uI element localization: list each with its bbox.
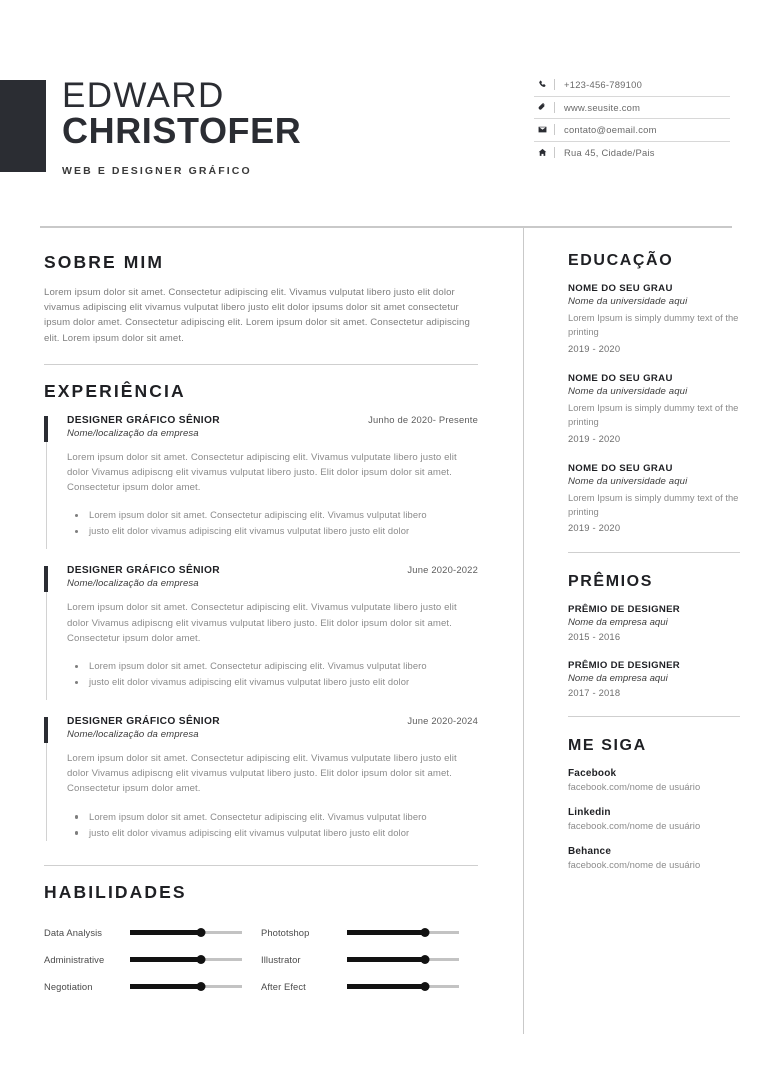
experience-role: DESIGNER GRÁFICO SÊNIOR [67,565,220,577]
experience-bullet: Lorem ipsum dolor sit amet. Consectetur adipiscing elit. Vivamus vulputat libero [67,809,478,825]
social-item-facebook[interactable] [568,768,740,792]
education-years: 2019 - 2020 [568,342,621,354]
contact-separator [554,124,555,135]
contact-address-value: Rua 45, Cidade/Pais [564,146,655,158]
experience-bullet: justo elit dolor vivamus adipiscing elit vivamus vulputat libero justo elit dolor [67,674,478,690]
skills-column-left [44,919,261,1000]
award-company: Nome da empresa aqui [568,617,668,629]
contact-separator [554,147,555,158]
skill-fill [347,984,425,989]
experience-company: Nome/localização da empresa [67,427,199,439]
skill-row [44,973,261,1000]
social-network-name: Facebook [568,768,617,780]
experience-bullet: justo elit dolor vivamus adipiscing elit vivamus vulputat libero justo elit dolor [67,523,478,539]
experience-timeline [46,442,47,550]
experience-marker [44,416,48,442]
skill-label: Administrative [44,953,105,965]
contact-separator [554,102,555,113]
social-network-name: Behance [568,846,612,858]
contact-list [534,74,730,163]
skill-label: Negotiation [44,980,93,992]
experience-bullet: Lorem ipsum dolor sit amet. Consectetur adipiscing elit. Vivamus vulputat libero [67,658,478,674]
experience-timeline [46,592,47,700]
social-handle: facebook.com/nome de usuário [568,820,701,832]
section-divider [44,865,478,866]
skill-knob[interactable] [421,982,430,991]
experience-date: June 2020-2024 [407,715,478,727]
skill-fill [130,984,201,989]
award-name: PRÊMIO DE DESIGNER [568,604,681,616]
contact-email-value: contato@oemail.com [564,124,657,136]
education-item [568,463,740,534]
award-item [568,660,740,698]
experience-bullet: Lorem ipsum dolor sit amet. Consectetur adipiscing elit. Vivamus vulputat libero [67,507,478,523]
experience-description: Lorem ipsum dolor sit amet. Consectetur adipiscing elit. Vivamus vulputate libero justo elit dolor Vivamus adipiscng elit vivamus vulputat libero justo. Elit dolor ipsum dolor sit amet. Consectetur ipsum dolor amet. [67,602,457,644]
experience-title: EXPERIÊNCIA [44,380,186,401]
skill-knob[interactable] [196,955,205,964]
last-name: CHRISTOFER [62,110,302,152]
experience-bullet: justo elit dolor vivamus adipiscing elit vivamus vulputat libero justo elit dolor [67,825,478,841]
experience-timeline [46,743,47,841]
education-title: EDUCAÇÃO [568,252,674,269]
social-network-name: Linkedin [568,807,611,819]
experience-description: Lorem ipsum dolor sit amet. Consectetur adipiscing elit. Vivamus vulputate libero justo elit dolor Vivamus adipiscng elit vivamus vulputat libero justo. Elit dolor ipsum dolor sit amet. Consectetur ipsum dolor amet. [67,753,457,795]
link-icon [534,103,550,112]
header-rule [40,226,732,228]
social-handle: facebook.com/nome de usuário [568,859,701,871]
first-name: EDWARD [62,76,225,115]
skills-column-right [261,919,478,1000]
experience-date: Junho de 2020- Presente [368,413,478,425]
experience-item [44,564,478,696]
section-awards [568,573,740,698]
education-description: Lorem Ipsum is simply dummy text of the printing [568,401,739,428]
education-item [568,373,740,444]
contact-website-value: www.seusite.com [564,101,641,113]
section-social [568,737,740,870]
contact-row-address[interactable] [534,142,730,164]
section-divider [44,364,478,365]
resume-header [0,0,770,226]
skill-slider[interactable] [347,927,459,937]
skill-label: Phototshop [261,926,310,938]
skill-fill [347,930,425,935]
experience-bullets [67,507,478,539]
spacer [44,696,478,715]
contact-separator [554,79,555,90]
sidebar-column [568,252,740,885]
skill-knob[interactable] [421,928,430,937]
education-description: Lorem Ipsum is simply dummy text of the printing [568,491,739,518]
award-item [568,604,740,642]
skill-knob[interactable] [196,928,205,937]
phone-icon [534,80,550,89]
skill-fill [347,957,425,962]
skill-row [44,919,261,946]
award-name: PRÊMIO DE DESIGNER [568,660,681,672]
education-school: Nome da universidade aqui [568,385,688,397]
education-years: 2019 - 2020 [568,432,621,444]
experience-role: DESIGNER GRÁFICO SÊNIOR [67,414,220,426]
experience-marker [44,717,48,743]
contact-phone-value: +123-456-789100 [564,79,643,91]
contact-row-website[interactable] [534,97,730,120]
skill-slider[interactable] [347,981,459,991]
section-experience [44,381,478,847]
education-description: Lorem Ipsum is simply dummy text of the printing [568,312,739,338]
education-item [568,283,740,354]
spacer [44,545,478,564]
skill-label: Data Analysis [44,926,103,938]
skill-row [261,946,478,973]
header-accent-block [0,80,46,172]
experience-company: Nome/localização da empresa [67,729,199,741]
job-title: WEB E DESIGNER GRÁFICO [62,165,252,178]
section-education [568,252,740,533]
education-degree: NOME DO SEU GRAU [568,372,673,384]
section-skills [44,882,478,1000]
social-item-behance[interactable] [568,846,740,870]
award-years: 2015 - 2016 [568,631,621,643]
experience-company: Nome/localização da empresa [67,578,199,590]
skill-knob[interactable] [196,982,205,991]
experience-header [67,414,478,426]
skill-label: After Efect [261,980,306,992]
social-title: ME SIGA [568,737,647,755]
skill-fill [130,930,201,935]
education-school: Nome da universidade aqui [568,475,688,487]
experience-header [67,715,478,727]
award-company: Nome da empresa aqui [568,673,668,685]
skill-row [261,919,478,946]
sidebar-divider [568,552,740,553]
experience-bullets [67,658,478,690]
skills-title: HABILIDADES [44,881,187,902]
column-divider [523,228,524,1034]
skill-label: Illustrator [261,953,301,965]
awards-title: PRÊMIOS [568,573,653,591]
experience-role: DESIGNER GRÁFICO SÊNIOR [67,716,220,728]
experience-item [44,414,478,546]
experience-item [44,715,478,847]
home-icon [534,148,550,157]
skill-slider[interactable] [130,954,242,964]
skill-fill [130,957,201,962]
skill-row [44,946,261,973]
main-column [44,252,478,1000]
sidebar-divider [568,716,740,717]
award-years: 2017 - 2018 [568,687,621,699]
social-item-linkedin[interactable] [568,807,740,831]
experience-marker [44,566,48,592]
contact-row-email[interactable] [534,119,730,142]
skill-slider[interactable] [130,981,242,991]
skill-row [261,973,478,1000]
experience-date: June 2020-2022 [407,564,478,576]
skill-slider[interactable] [130,927,242,937]
skills-grid [44,919,478,1000]
education-school: Nome da universidade aqui [568,296,688,307]
about-text: Lorem ipsum dolor sit amet. Consectetur adipiscing elit. Vivamus vulputat libero justo elit dolor vivamus adipiscing elit vivamus vulputat libero justo elit dolor ipsums dolor sit amet consectetur ipsum dolor amet. Consectetur adipiscing elit. Lorem ipsum dolor sit amet. Consectetur adipiscing elit. Lorem ipsum dolor sit amet. [44,287,470,344]
experience-description: Lorem ipsum dolor sit amet. Consectetur adipiscing elit. Vivamus vulputate libero justo elit dolor Vivamus adipiscng elit vivamus vulputat libero justo. Elit dolor ipsum dolor sit amet. Consectetur ipsum dolor amet. [67,451,457,494]
education-years: 2019 - 2020 [568,522,621,534]
education-degree: NOME DO SEU GRAU [568,462,673,474]
experience-bullets [67,809,478,841]
contact-row-phone[interactable] [534,74,730,97]
about-title: SOBRE MIM [44,252,165,272]
name-block [62,78,301,177]
social-handle: facebook.com/nome de usuário [568,781,701,793]
education-degree: NOME DO SEU GRAU [568,283,673,294]
skill-knob[interactable] [421,955,430,964]
envelope-icon [534,125,550,134]
skill-slider[interactable] [347,954,459,964]
experience-header [67,564,478,576]
section-about [44,252,478,346]
